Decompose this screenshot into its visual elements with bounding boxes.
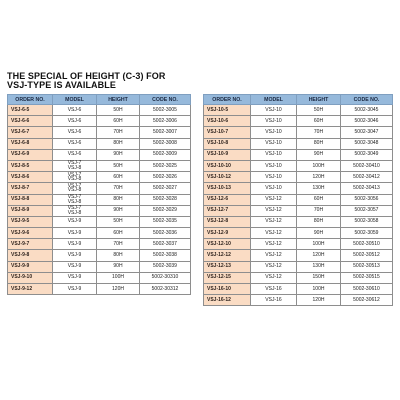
table-row xyxy=(204,261,393,272)
model-cell: VSJ-7 VSJ-8 xyxy=(53,183,97,194)
code-no-cell: 5002-3047 xyxy=(341,127,393,138)
column-header-code-no: CODE NO. xyxy=(341,95,393,105)
order-no-cell: VSJ-6-6 xyxy=(8,116,53,127)
order-no-cell: VSJ-9-5 xyxy=(8,216,53,227)
code-no-cell: 5002-30312 xyxy=(140,284,191,295)
height-cell: 50H xyxy=(97,160,140,171)
order-no-cell: VSJ-9-6 xyxy=(8,228,53,239)
order-no-cell: VSJ-16-10 xyxy=(204,284,251,295)
code-no-cell: 5002-30410 xyxy=(341,160,393,171)
code-no-cell: 5002-3045 xyxy=(341,105,393,116)
height-cell: 90H xyxy=(97,261,140,272)
table-row xyxy=(204,105,393,116)
order-no-cell: VSJ-10-9 xyxy=(204,149,251,160)
height-cell: 60H xyxy=(297,194,341,205)
order-no-cell: VSJ-6-9 xyxy=(8,149,53,160)
column-header-height: HEIGHT xyxy=(297,95,341,105)
model-cell: VSJ-9 xyxy=(53,272,97,283)
model-cell: VSJ-10 xyxy=(251,138,297,149)
column-header-order-no: ORDER NO. xyxy=(8,95,53,105)
model-cell: VSJ-12 xyxy=(251,216,297,227)
model-cell: VSJ-12 xyxy=(251,194,297,205)
order-no-cell: VSJ-10-7 xyxy=(204,127,251,138)
table-row xyxy=(204,149,393,160)
height-cell: 100H xyxy=(297,239,341,250)
height-cell: 80H xyxy=(297,216,341,227)
order-no-cell: VSJ-10-10 xyxy=(204,160,251,171)
column-header-model: MODEL xyxy=(53,95,97,105)
order-no-cell: VSJ-8-5 xyxy=(8,160,53,171)
code-no-cell: 5002-30515 xyxy=(341,272,393,283)
order-no-cell: VSJ-10-5 xyxy=(204,105,251,116)
table-row xyxy=(8,284,191,295)
code-no-cell: 5002-30510 xyxy=(341,239,393,250)
order-no-cell: VSJ-9-7 xyxy=(8,239,53,250)
height-cell: 50H xyxy=(297,105,341,116)
code-no-cell: 5002-3049 xyxy=(341,149,393,160)
model-cell: VSJ-12 xyxy=(251,228,297,239)
order-no-cell: VSJ-8-6 xyxy=(8,172,53,183)
height-cell: 130H xyxy=(297,183,341,194)
order-no-cell: VSJ-8-9 xyxy=(8,205,53,216)
table-row xyxy=(8,272,191,283)
height-cell: 60H xyxy=(97,116,140,127)
model-cell: VSJ-9 xyxy=(53,228,97,239)
model-cell: VSJ-12 xyxy=(251,239,297,250)
table-row xyxy=(8,183,191,194)
code-no-cell: 5002-30610 xyxy=(341,284,393,295)
table-row xyxy=(8,172,191,183)
height-cell: 60H xyxy=(97,228,140,239)
code-no-cell: 5002-3025 xyxy=(140,160,191,171)
height-cell: 90H xyxy=(97,149,140,160)
order-no-cell: VSJ-12-10 xyxy=(204,239,251,250)
height-cell: 90H xyxy=(297,228,341,239)
table-row xyxy=(8,194,191,205)
model-cell: VSJ-9 xyxy=(53,284,97,295)
column-header-order-no: ORDER NO. xyxy=(204,95,251,105)
model-cell: VSJ-7 VSJ-8 xyxy=(53,194,97,205)
code-no-cell: 5002-3038 xyxy=(140,250,191,261)
order-no-cell: VSJ-9-10 xyxy=(8,272,53,283)
table-row xyxy=(8,149,191,160)
code-no-cell: 5002-30512 xyxy=(341,250,393,261)
order-no-cell: VSJ-10-12 xyxy=(204,172,251,183)
heading-line-2: VSJ-TYPE IS AVAILABLE xyxy=(7,80,116,90)
model-cell: VSJ-10 xyxy=(251,149,297,160)
code-no-cell: 5002-3035 xyxy=(140,216,191,227)
code-no-cell: 5002-3028 xyxy=(140,194,191,205)
height-cell: 50H xyxy=(97,216,140,227)
order-no-cell: VSJ-9-12 xyxy=(8,284,53,295)
table-row xyxy=(204,295,393,306)
height-cell: 80H xyxy=(297,138,341,149)
code-no-cell: 5002-3006 xyxy=(140,116,191,127)
order-no-cell: VSJ-12-13 xyxy=(204,261,251,272)
table-row xyxy=(204,239,393,250)
code-no-cell: 5002-3029 xyxy=(140,205,191,216)
table-row xyxy=(8,250,191,261)
model-cell: VSJ-9 xyxy=(53,250,97,261)
height-cell: 120H xyxy=(297,250,341,261)
code-no-cell: 5002-3026 xyxy=(140,172,191,183)
height-cell: 150H xyxy=(297,272,341,283)
height-table-right xyxy=(203,94,393,306)
code-no-cell: 5002-3005 xyxy=(140,105,191,116)
code-no-cell: 5002-3059 xyxy=(341,228,393,239)
table-row xyxy=(204,272,393,283)
heading-line-1: THE SPECIAL OF HEIGHT (C-3) FOR xyxy=(7,71,166,81)
code-no-cell: 5002-3027 xyxy=(140,183,191,194)
height-cell: 80H xyxy=(97,138,140,149)
table-row xyxy=(8,160,191,171)
code-no-cell: 5002-30412 xyxy=(341,172,393,183)
height-cell: 60H xyxy=(297,116,341,127)
table-row xyxy=(204,284,393,295)
table-row xyxy=(8,228,191,239)
order-no-cell: VSJ-8-7 xyxy=(8,183,53,194)
code-no-cell: 5002-3057 xyxy=(341,205,393,216)
model-cell: VSJ-10 xyxy=(251,160,297,171)
height-cell: 130H xyxy=(297,261,341,272)
height-cell: 60H xyxy=(97,172,140,183)
height-cell: 90H xyxy=(97,205,140,216)
column-header-model: MODEL xyxy=(251,95,297,105)
model-cell: VSJ-12 xyxy=(251,261,297,272)
model-cell: VSJ-6 xyxy=(53,127,97,138)
table-row xyxy=(204,216,393,227)
model-cell: VSJ-7 VSJ-8 xyxy=(53,172,97,183)
order-no-cell: VSJ-6-8 xyxy=(8,138,53,149)
model-cell: VSJ-7 VSJ-8 xyxy=(53,160,97,171)
table-row xyxy=(8,127,191,138)
table-row xyxy=(8,239,191,250)
order-no-cell: VSJ-12-6 xyxy=(204,194,251,205)
model-cell: VSJ-6 xyxy=(53,138,97,149)
code-no-cell: 5002-3008 xyxy=(140,138,191,149)
order-no-cell: VSJ-16-12 xyxy=(204,295,251,306)
column-header-height: HEIGHT xyxy=(97,95,140,105)
table-header-row xyxy=(8,95,191,105)
order-no-cell: VSJ-9-8 xyxy=(8,250,53,261)
order-no-cell: VSJ-9-9 xyxy=(8,261,53,272)
height-cell: 70H xyxy=(97,239,140,250)
height-cell: 120H xyxy=(297,295,341,306)
code-no-cell: 5002-3036 xyxy=(140,228,191,239)
height-cell: 120H xyxy=(97,284,140,295)
table-row xyxy=(8,205,191,216)
height-cell: 70H xyxy=(297,205,341,216)
table-row xyxy=(204,250,393,261)
model-cell: VSJ-6 xyxy=(53,116,97,127)
code-no-cell: 5002-3046 xyxy=(341,116,393,127)
column-header-code-no: CODE NO. xyxy=(140,95,191,105)
table-row xyxy=(204,205,393,216)
height-cell: 80H xyxy=(97,250,140,261)
table-row xyxy=(204,138,393,149)
model-cell: VSJ-16 xyxy=(251,295,297,306)
height-cell: 70H xyxy=(297,127,341,138)
code-no-cell: 5002-3039 xyxy=(140,261,191,272)
height-cell: 50H xyxy=(97,105,140,116)
height-cell: 100H xyxy=(97,272,140,283)
order-no-cell: VSJ-10-6 xyxy=(204,116,251,127)
code-no-cell: 5002-30413 xyxy=(341,183,393,194)
model-cell: VSJ-6 xyxy=(53,149,97,160)
table-row xyxy=(8,138,191,149)
height-cell: 100H xyxy=(297,160,341,171)
code-no-cell: 5002-30310 xyxy=(140,272,191,283)
table-header-row xyxy=(204,95,393,105)
order-no-cell: VSJ-10-8 xyxy=(204,138,251,149)
table-row xyxy=(204,228,393,239)
model-cell: VSJ-12 xyxy=(251,250,297,261)
height-cell: 120H xyxy=(297,172,341,183)
section-heading xyxy=(7,72,247,90)
table-row xyxy=(204,116,393,127)
code-no-cell: 5002-30612 xyxy=(341,295,393,306)
order-no-cell: VSJ-12-7 xyxy=(204,205,251,216)
height-cell: 80H xyxy=(97,194,140,205)
model-cell: VSJ-10 xyxy=(251,105,297,116)
model-cell: VSJ-12 xyxy=(251,205,297,216)
table-row xyxy=(8,116,191,127)
height-table-left xyxy=(7,94,191,295)
table-row xyxy=(8,105,191,116)
height-cell: 100H xyxy=(297,284,341,295)
order-no-cell: VSJ-10-13 xyxy=(204,183,251,194)
table-row xyxy=(8,216,191,227)
table-row xyxy=(204,172,393,183)
table-row xyxy=(8,261,191,272)
order-no-cell: VSJ-12-8 xyxy=(204,216,251,227)
model-cell: VSJ-9 xyxy=(53,239,97,250)
order-no-cell: VSJ-6-5 xyxy=(8,105,53,116)
model-cell: VSJ-10 xyxy=(251,127,297,138)
order-no-cell: VSJ-8-8 xyxy=(8,194,53,205)
code-no-cell: 5002-3056 xyxy=(341,194,393,205)
model-cell: VSJ-7 VSJ-8 xyxy=(53,205,97,216)
code-no-cell: 5002-3007 xyxy=(140,127,191,138)
model-cell: VSJ-9 xyxy=(53,261,97,272)
table-row xyxy=(204,160,393,171)
model-cell: VSJ-10 xyxy=(251,172,297,183)
code-no-cell: 5002-3058 xyxy=(341,216,393,227)
model-cell: VSJ-9 xyxy=(53,216,97,227)
model-cell: VSJ-10 xyxy=(251,116,297,127)
table-row xyxy=(204,127,393,138)
model-cell: VSJ-10 xyxy=(251,183,297,194)
code-no-cell: 5002-3009 xyxy=(140,149,191,160)
code-no-cell: 5002-30513 xyxy=(341,261,393,272)
order-no-cell: VSJ-12-9 xyxy=(204,228,251,239)
table-row xyxy=(204,194,393,205)
height-cell: 70H xyxy=(97,127,140,138)
code-no-cell: 5002-3048 xyxy=(341,138,393,149)
height-cell: 70H xyxy=(97,183,140,194)
model-cell: VSJ-12 xyxy=(251,272,297,283)
order-no-cell: VSJ-12-15 xyxy=(204,272,251,283)
order-no-cell: VSJ-6-7 xyxy=(8,127,53,138)
table-row xyxy=(204,183,393,194)
model-cell: VSJ-6 xyxy=(53,105,97,116)
code-no-cell: 5002-3037 xyxy=(140,239,191,250)
model-cell: VSJ-16 xyxy=(251,284,297,295)
height-cell: 90H xyxy=(297,149,341,160)
order-no-cell: VSJ-12-12 xyxy=(204,250,251,261)
